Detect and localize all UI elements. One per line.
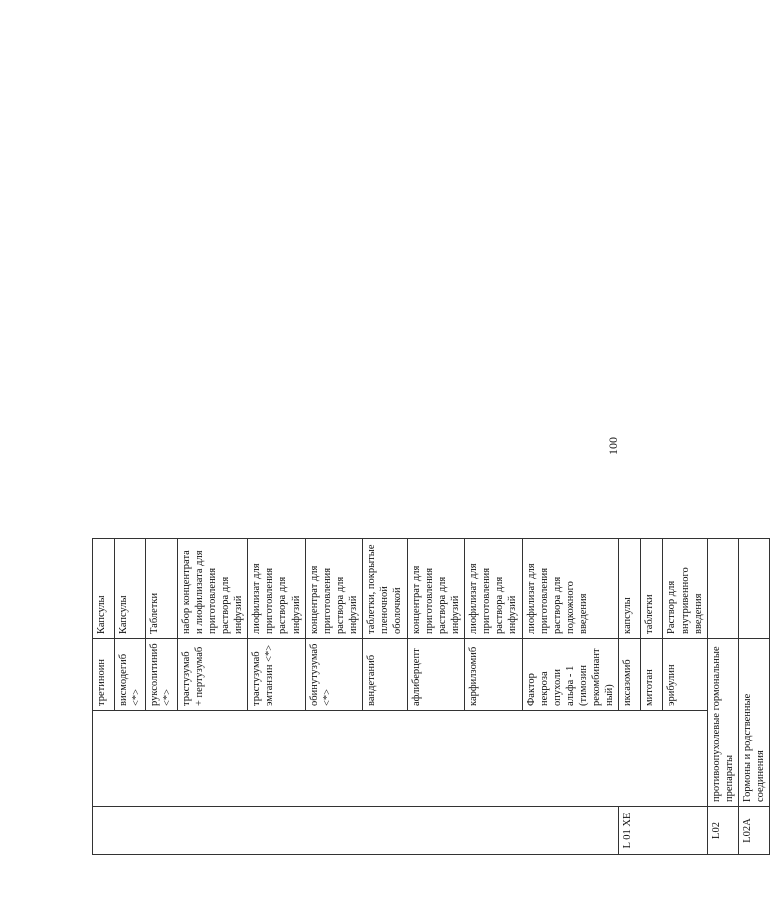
dosage-form: Капсулы <box>93 539 115 639</box>
drug-name: висмодегиб <*> <box>115 639 146 711</box>
drug-name: митотан <box>641 639 663 711</box>
dosage-form: лиофилизат для приготовления раствора для инфузий <box>465 539 523 639</box>
dosage-form: набор концентрата и лиофилизата для приготовления раствора для инфузий <box>177 539 248 639</box>
dosage-form: таблетки, покрытые пленочной оболочкой <box>363 539 407 639</box>
table-row <box>739 65 770 855</box>
drug-name: обинутузумаб <*> <box>305 639 363 711</box>
dosage-form: Капсулы <box>115 539 146 639</box>
code-cell-blank <box>93 807 619 855</box>
dosage-form: лиофилизат для приготовления раствора для инфузий <box>248 539 306 639</box>
dosage-form-blank <box>707 539 738 639</box>
drug-name: Фактор некроза опухоли альфа - 1 (тимозин рекомбинантный) <box>522 639 619 711</box>
group-cell-blank <box>93 711 708 807</box>
drug-name: трастузумаб эмтанзин <*> <box>248 639 306 711</box>
drug-name: третиноин <box>93 639 115 711</box>
drug-name: афлиберцепт <box>407 639 465 711</box>
table-row <box>93 65 115 855</box>
drug-name: эрибулин <box>663 639 707 711</box>
dosage-form: капсулы <box>619 539 641 639</box>
drug-name: карфилзомиб <box>465 639 523 711</box>
group-name: Гормоны и родственные соединения <box>739 639 770 807</box>
dosage-form: лиофилизат для приготовления раствора для подкожного введения <box>522 539 619 639</box>
dosage-form: Раствор для внутривенного введения <box>663 539 707 639</box>
drug-name: руксолитиниб <*> <box>146 639 177 711</box>
group-name: противоопухолевые гормональные препараты <box>707 639 738 807</box>
atc-code: L02A <box>739 807 770 855</box>
dosage-form: таблетки <box>641 539 663 639</box>
dosage-form: концентрат для приготовления раствора для инфузий <box>305 539 363 639</box>
page-number: 100 <box>606 437 620 455</box>
atc-code: L02 <box>707 807 738 855</box>
atc-code: L 01 XE <box>619 807 707 855</box>
drug-name: вандетаниб <box>363 639 407 711</box>
table-row <box>707 65 738 855</box>
drug-name: иксазомиб <box>619 639 641 711</box>
dosage-form-blank <box>739 539 770 639</box>
dosage-form: Таблетки <box>146 539 177 639</box>
drug-name: трастузумаб + пертузумаб <box>177 639 248 711</box>
dosage-form: концентрат для приготовления раствора для инфузий <box>407 539 465 639</box>
drug-table <box>92 64 770 855</box>
